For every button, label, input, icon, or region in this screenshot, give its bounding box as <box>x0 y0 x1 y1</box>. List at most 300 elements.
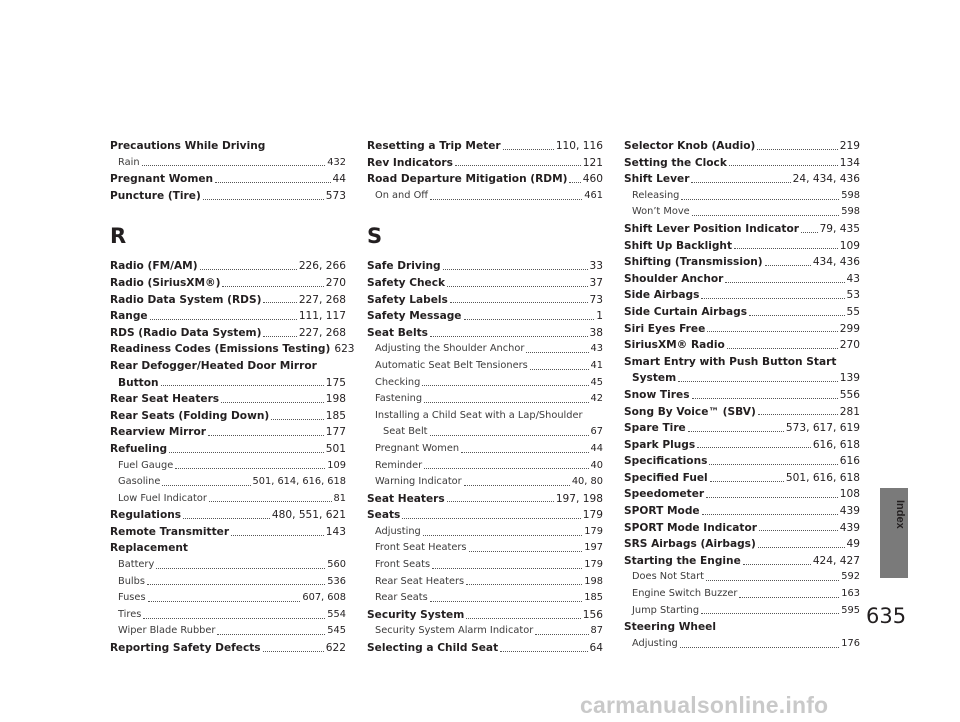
entry-label-line1: Installing a Child Seat with a Lap/Shoulder <box>375 409 583 421</box>
page-ref: 109 <box>327 459 346 471</box>
page-ref: 424, 427 <box>812 554 860 567</box>
page-ref: 226, 266 <box>298 260 346 273</box>
index-entry <box>110 341 355 358</box>
page-ref: 45 <box>590 376 603 388</box>
index-entry <box>624 171 860 188</box>
page-ref: 44 <box>590 442 603 454</box>
entry-row <box>375 623 603 640</box>
page-ref: 616, 618 <box>812 438 860 451</box>
page-ref: 33 <box>589 260 603 273</box>
index-entry <box>367 607 603 624</box>
index-entry <box>110 424 346 441</box>
entry-row <box>375 341 603 358</box>
entry-label: Speedometer <box>624 488 705 501</box>
entry-row <box>624 536 860 553</box>
entry-label: Regulations <box>110 509 182 522</box>
leader-dots <box>727 348 838 349</box>
index-entry <box>110 408 346 425</box>
index-subentry <box>367 540 603 557</box>
leader-dots <box>208 435 324 436</box>
page-ref: 545 <box>327 625 346 637</box>
entry-row <box>118 607 346 624</box>
leader-dots <box>156 568 325 569</box>
leader-dots <box>263 302 296 303</box>
page-ref: 439 <box>839 505 860 518</box>
entry-label: Spark Plugs <box>624 438 696 451</box>
leader-dots <box>758 414 838 415</box>
page-ref: 87 <box>590 625 603 637</box>
entry-label: Safety Check <box>367 276 446 289</box>
entry-row <box>367 171 603 188</box>
leader-dots <box>217 634 325 635</box>
entry-row <box>375 375 603 392</box>
entry-row <box>367 308 603 325</box>
entry-label: Shoulder Anchor <box>624 272 724 285</box>
watermark-text: carmanualsonline.info <box>580 692 829 718</box>
entry-label: Setting the Clock <box>624 156 727 169</box>
page-ref: 185 <box>325 409 346 422</box>
index-column-1 <box>110 138 355 657</box>
entry-label: Fuel Gauge <box>118 459 174 471</box>
leader-dots <box>709 464 837 465</box>
entry-label: Starting the Engine <box>624 554 741 567</box>
leader-dots <box>215 182 330 183</box>
index-subentry <box>367 188 603 205</box>
entry-row <box>624 520 860 537</box>
index-tab-label: Index <box>894 500 906 529</box>
page-ref: 109 <box>839 239 860 252</box>
page-ref: 175 <box>325 376 346 389</box>
entry-label: Shifting (Transmission) <box>624 256 763 269</box>
entry-label: Pregnant Women <box>375 442 460 454</box>
entry-row <box>367 275 603 292</box>
leader-dots <box>162 485 250 486</box>
entry-label: Refueling <box>110 442 168 455</box>
entry-row <box>624 171 860 188</box>
page-ref: 501 <box>325 442 346 455</box>
index-entry <box>624 155 860 172</box>
page-ref: 270 <box>325 276 346 289</box>
leader-dots <box>209 501 332 502</box>
leader-dots <box>430 435 589 436</box>
entry-label: Steering Wheel <box>624 621 716 634</box>
index-entry <box>367 155 603 172</box>
entry-label: Seat Belts <box>367 326 428 339</box>
page-ref: 179 <box>584 559 603 571</box>
entry-label-line1: Rear Defogger/Heated Door Mirror <box>110 359 317 372</box>
entry-label: SPORT Mode Indicator <box>624 521 757 534</box>
index-entry <box>110 308 346 325</box>
entry-row <box>367 491 603 508</box>
entry-row <box>632 586 860 603</box>
leader-dots <box>221 402 324 403</box>
entry-row <box>624 387 860 404</box>
index-entry <box>624 536 860 553</box>
entry-label: Adjusting the Shoulder Anchor <box>375 343 525 355</box>
page-ref: 49 <box>846 538 860 551</box>
entry-label: Precautions While Driving <box>110 140 266 152</box>
page-ref: 177 <box>325 426 346 439</box>
page-ref: 81 <box>333 492 346 504</box>
page-ref: 592 <box>841 571 860 583</box>
entry-label: Seat Heaters <box>367 492 445 505</box>
index-subentry <box>367 524 603 541</box>
page-ref: 43 <box>846 272 860 285</box>
page-ref: 1 <box>596 310 603 323</box>
entry-label: Seats <box>367 509 401 522</box>
entry-row <box>110 524 346 541</box>
entry-row <box>110 441 346 458</box>
entry-label: Security System Alarm Indicator <box>375 625 534 637</box>
page-ref: 554 <box>327 608 346 620</box>
leader-dots <box>503 149 554 150</box>
entry-label: Adjusting <box>375 525 421 537</box>
index-entry <box>624 321 860 338</box>
entry-row <box>367 292 603 309</box>
index-subentry <box>110 491 346 508</box>
page-ref: 227, 268 <box>298 293 346 306</box>
leader-dots <box>263 651 324 652</box>
entry-row <box>624 304 860 321</box>
entry-label: SiriusXM® Radio <box>624 339 725 352</box>
index-subentry <box>624 188 860 205</box>
page-ref: 37 <box>589 276 603 289</box>
entry-row <box>110 308 346 325</box>
entry-label: Bulbs <box>118 575 145 587</box>
entry-row <box>110 292 346 309</box>
entry-row <box>624 404 860 421</box>
index-entry <box>624 437 860 454</box>
index-entry <box>367 171 603 188</box>
leader-dots <box>526 352 588 353</box>
index-subentry <box>110 574 346 591</box>
index-entry <box>624 304 860 321</box>
index-subentry <box>624 586 860 603</box>
entry-row <box>624 337 860 354</box>
index-entry <box>367 325 603 342</box>
index-entry <box>110 540 346 557</box>
index-entry <box>110 441 346 458</box>
index-entry <box>367 258 603 275</box>
leader-dots <box>142 165 326 166</box>
entry-row <box>118 623 346 640</box>
page-ref: 42 <box>590 393 603 405</box>
leader-dots <box>759 530 838 531</box>
leader-dots <box>678 381 838 382</box>
leader-dots <box>466 584 582 585</box>
page-ref: 560 <box>327 559 346 571</box>
page-ref: 53 <box>846 289 860 302</box>
entry-label: Remote Transmitter <box>110 525 230 538</box>
entry-row <box>624 155 860 172</box>
entry-row <box>110 375 346 392</box>
index-entry <box>110 292 346 309</box>
entry-label: Selecting a Child Seat <box>367 642 499 655</box>
entry-label: Puncture (Tire) <box>110 189 201 202</box>
page-ref: 110, 116 <box>555 140 603 152</box>
entry-row <box>118 557 346 574</box>
entry-row <box>375 524 603 541</box>
entry-row <box>375 358 603 375</box>
entry-row <box>110 507 346 524</box>
leader-dots <box>680 647 840 648</box>
page-ref: 55 <box>846 305 860 318</box>
index-entry <box>624 619 860 636</box>
entry-row <box>624 453 860 470</box>
index-entry <box>624 287 860 304</box>
leader-dots <box>535 634 588 635</box>
entry-label: Low Fuel Indicator <box>118 492 207 504</box>
entry-row <box>375 574 603 591</box>
index-subentry <box>367 590 603 607</box>
entry-label: Radio Data System (RDS) <box>110 293 262 306</box>
leader-dots <box>706 580 839 581</box>
entry-row <box>118 458 346 475</box>
page-ref: 595 <box>841 604 860 616</box>
page-ref: 179 <box>582 509 603 522</box>
entry-label: SPORT Mode <box>624 505 700 518</box>
entry-row <box>110 424 346 441</box>
leader-dots <box>402 518 580 519</box>
leader-dots <box>697 447 811 448</box>
index-entry <box>110 391 346 408</box>
entry-label: Selector Knob (Audio) <box>624 140 756 152</box>
leader-dots <box>450 302 588 303</box>
page-ref: 439 <box>839 521 860 534</box>
page-ref: 185 <box>584 592 603 604</box>
entry-label: Shift Lever Position Indicator <box>624 222 799 235</box>
page-ref: 121 <box>582 156 603 169</box>
page-ref: 573 <box>325 189 346 202</box>
entry-row <box>375 540 603 557</box>
index-entry <box>624 453 860 470</box>
entry-row <box>632 188 860 205</box>
page-ref: 434, 436 <box>812 256 860 269</box>
page-ref: 480, 551, 621 <box>271 509 346 522</box>
index-entry <box>110 275 346 292</box>
section-letter: S <box>367 224 383 249</box>
leader-dots <box>430 199 582 200</box>
page-ref: 38 <box>589 326 603 339</box>
page-ref: 461 <box>584 189 603 201</box>
index-entry <box>624 138 860 155</box>
entry-label: Side Airbags <box>624 289 700 302</box>
entry-label: Adjusting <box>632 637 678 649</box>
entry-label: Shift Up Backlight <box>624 239 733 252</box>
page-ref: 197 <box>584 542 603 554</box>
index-entry <box>624 404 860 421</box>
page-ref: 43 <box>590 343 603 355</box>
index-entry <box>110 358 346 391</box>
page-ref: 556 <box>839 388 860 401</box>
leader-dots <box>447 501 554 502</box>
entry-row <box>624 254 860 271</box>
entry-row <box>624 138 860 155</box>
entry-row <box>367 138 603 155</box>
page-ref: 501, 616, 618 <box>785 471 860 484</box>
index-entry <box>624 254 860 271</box>
page-ref: 598 <box>841 189 860 201</box>
index-subentry <box>624 204 860 221</box>
entry-row <box>118 491 346 508</box>
leader-dots <box>500 651 587 652</box>
leader-dots <box>801 232 818 233</box>
leader-dots <box>424 468 588 469</box>
leader-dots <box>466 618 580 619</box>
entry-label: Siri Eyes Free <box>624 322 706 335</box>
page-ref: 40 <box>590 459 603 471</box>
entry-label: Rain <box>118 156 140 168</box>
index-entry <box>624 354 860 387</box>
leader-dots <box>271 419 324 420</box>
page-ref: 67 <box>590 426 603 438</box>
entry-row <box>375 458 603 475</box>
entry-label: Safety Labels <box>367 293 448 306</box>
leader-dots <box>765 265 811 266</box>
entry-label: Reporting Safety Defects <box>110 642 261 655</box>
entry-label: Road Departure Mitigation (RDM) <box>367 173 568 186</box>
entry-row <box>375 590 603 607</box>
entry-row <box>375 391 603 408</box>
index-entry <box>624 387 860 404</box>
leader-dots <box>757 149 837 150</box>
index-entry <box>624 503 860 520</box>
page-ref: 460 <box>582 173 603 186</box>
leader-dots <box>707 331 837 332</box>
page-ref: 501, 614, 616, 618 <box>252 476 346 488</box>
page-ref: 79, 435 <box>819 222 860 235</box>
index-entry <box>367 138 603 155</box>
leader-dots <box>443 269 588 270</box>
page-ref: 623 <box>334 343 355 356</box>
entry-label: Fuses <box>118 592 146 604</box>
leader-dots <box>161 385 324 386</box>
index-entry <box>110 640 346 657</box>
index-entry <box>367 640 603 657</box>
leader-dots <box>530 369 589 370</box>
entry-label: Readiness Codes (Emissions Testing) <box>110 343 331 356</box>
index-entry <box>110 258 346 275</box>
entry-label: Jump Starting <box>632 604 700 616</box>
index-entry <box>110 524 346 541</box>
leader-dots <box>692 398 838 399</box>
page-ref: 197, 198 <box>555 492 603 505</box>
entry-row <box>375 557 603 574</box>
index-subentry <box>367 358 603 375</box>
entry-row <box>375 188 603 205</box>
entry-row <box>632 636 860 653</box>
entry-row <box>624 370 860 387</box>
entry-row <box>375 441 603 458</box>
index-subentry <box>624 636 860 653</box>
entry-label-line1: Smart Entry with Push Button Start <box>624 355 837 368</box>
leader-dots <box>175 468 325 469</box>
section-letter: R <box>110 224 127 249</box>
leader-dots <box>148 601 301 602</box>
index-entry <box>624 337 860 354</box>
leader-dots <box>203 199 324 200</box>
leader-dots <box>423 535 583 536</box>
leader-dots <box>702 514 838 515</box>
leader-dots <box>461 452 588 453</box>
index-entry <box>110 171 346 188</box>
index-subentry <box>624 603 860 620</box>
leader-dots <box>706 497 838 498</box>
entry-label: Rear Seat Heaters <box>375 575 465 587</box>
entry-label: Safe Driving <box>367 260 441 273</box>
leader-dots <box>569 182 580 183</box>
leader-dots <box>231 535 324 536</box>
page-ref: 41 <box>590 359 603 371</box>
index-entry <box>110 188 346 205</box>
entry-row <box>632 603 860 620</box>
index-subentry <box>367 441 603 458</box>
page-number: 635 <box>866 604 907 628</box>
leader-dots <box>691 182 790 183</box>
index-subentry <box>367 375 603 392</box>
leader-dots <box>758 547 845 548</box>
entry-label: Rev Indicators <box>367 156 453 169</box>
page-ref: 40, 80 <box>571 476 603 488</box>
index-subentry <box>367 623 603 640</box>
leader-dots <box>743 564 811 565</box>
index-subentry <box>367 574 603 591</box>
entry-label: Resetting a Trip Meter <box>367 140 501 152</box>
entry-label: Rear Seats (Folding Down) <box>110 409 270 422</box>
entry-label: Radio (SiriusXM®) <box>110 276 221 289</box>
entry-label: Pregnant Women <box>110 173 214 186</box>
page-ref: 227, 268 <box>298 326 346 339</box>
entry-label: Rearview Mirror <box>110 426 207 439</box>
leader-dots <box>143 618 325 619</box>
index-subentry <box>110 590 346 607</box>
entry-row <box>632 204 860 221</box>
entry-label: RDS (Radio Data System) <box>110 326 262 339</box>
page-ref: 432 <box>327 156 346 168</box>
entry-label: Won’t Move <box>632 206 690 218</box>
entry-row <box>367 607 603 624</box>
entry-label: Spare Tire <box>624 422 686 435</box>
entry-row <box>375 474 603 491</box>
index-entry <box>624 238 860 255</box>
entry-label: Tires <box>118 608 142 620</box>
entry-row <box>110 275 346 292</box>
entry-row <box>367 258 603 275</box>
entry-row <box>110 171 346 188</box>
page-ref: 176 <box>841 637 860 649</box>
leader-dots <box>469 551 583 552</box>
entry-label: Song By Voice™ (SBV) <box>624 405 756 418</box>
leader-dots <box>200 269 297 270</box>
entry-label: Fastening <box>375 393 423 405</box>
entry-label-line2: Button <box>118 376 159 389</box>
leader-dots <box>183 518 270 519</box>
index-entry <box>110 325 346 342</box>
entry-label: Does Not Start <box>632 571 704 583</box>
entry-row <box>624 553 860 570</box>
entry-label: Side Curtain Airbags <box>624 305 748 318</box>
leader-dots <box>749 315 845 316</box>
leader-dots <box>734 248 838 249</box>
entry-label: Front Seat Heaters <box>375 542 467 554</box>
entry-row <box>624 420 860 437</box>
leader-dots <box>464 485 570 486</box>
page-ref: 270 <box>839 339 860 352</box>
index-entry <box>624 221 860 238</box>
page-ref: 139 <box>839 372 860 385</box>
entry-row <box>118 474 346 491</box>
entry-row <box>110 391 346 408</box>
